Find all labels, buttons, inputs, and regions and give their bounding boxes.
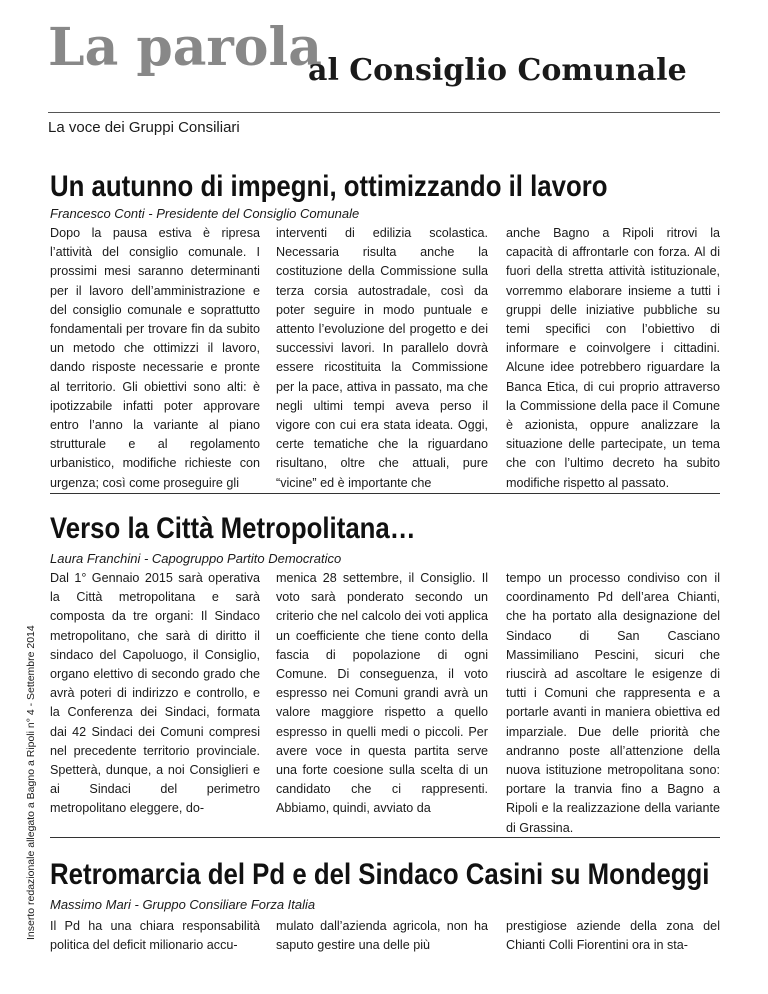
article-3-headline: Retromarcia del Pd e del Sindaco Casini su Mondeggi bbox=[50, 858, 710, 891]
side-note: Inserto redazionale allegato a Bagno a Ripoli n° 4 - Settembre 2014 bbox=[25, 625, 37, 940]
section-divider bbox=[50, 837, 720, 838]
article-1-author: Francesco Conti - Presidente del Consiglio Comunale bbox=[50, 206, 360, 221]
article-3-author: Massimo Mari - Gruppo Consiliare Forza Italia bbox=[50, 897, 316, 912]
article-1-column-1: Dopo la pausa estiva è ripresa l’attività del consiglio comunale. I prossimi mesi saranno determinanti per il lavoro dell’amministrazione e del consiglio comunale e soprattutto fondamentali per trovare fin da subito un metodo che ottimizzi il lavoro, dando risposte necessarie e pronte al territorio. Gli obiettivi sono alti: è ipotizzabile infatti poter approvare entro l’anno la variante al piano strutturale e al regolamento urbanistico, modifiche richieste con urgenza; così come proseguire gli bbox=[50, 226, 260, 490]
masthead-divider bbox=[48, 112, 720, 113]
article-3-column-2: mulato dall’azienda agricola, non ha saputo gestire una delle più bbox=[276, 919, 488, 953]
article-1-headline: Un autunno di impegni, ottimizzando il lavoro bbox=[50, 170, 608, 203]
article-2-author: Laura Franchini - Capogruppo Partito Democratico bbox=[50, 551, 342, 566]
article-2-column-1: Dal 1° Gennaio 2015 sarà operativa la Città metropolitana e sarà composta da tre organi: Il Sindaco metropolitano, che sarà di diritto il sindaco del Capoluogo, il Consiglio, organo elettivo di secondo grado che avrà poteri di indirizzo e controllo, e la Conferenza dei Sindaci, formata dai 42 Sindaci dei Comuni compresi nel precedente territorio provinciale. Spetterà, dunque, a noi Consiglieri e ai Sindaci del perimetro metropolitano eleggere, do- bbox=[50, 571, 260, 816]
article-1-column-2: interventi di edilizia scolastica. Necessaria risulta anche la costituzione della Commissione sulla terza corsia autostradale, così da poter seguire in modo puntuale e attento l’evoluzione del progetto e dei successivi lavori. In parallelo dovrà essere ricostituita la Commissione per la pace, attiva in passato, ma che negli ultimi tempi aveva perso il vigore con cui era stata ideata. Oggi, certe tematiche che la riguardano risultano, oltre che attuali, pure “vicine” ed è importante che bbox=[276, 226, 488, 490]
article-2-column-3: tempo un processo condiviso con il coordinamento Pd dell’area Chianti, che ha portato alla designazione del Sindaco di San Casciano Massimiliano Pescini, sicuri che riuscirà ad ascoltare le esigenze di tutti i Comuni che rappresenta e a portarle avanti in maniera obiettiva ed imparziale. Due delle priorità che andranno poste all’attenzione della nuova istituzione metropolitana sono: portare la tranvia fino a Bagno a Ripoli e la realizzazione della variante di Grassina. bbox=[506, 571, 720, 835]
article-3-column-3: prestigiose aziende della zona del Chianti Colli Fiorentini ora in sta- bbox=[506, 919, 720, 953]
article-2-column-2: menica 28 settembre, il Consiglio. Il voto sarà ponderato secondo un criterio che nel calcolo dei voti applica un coefficiente che tiene conto della fascia di popolazione di ogni Comune. Di conseguenza, il voto espresso nei Comuni grandi avrà un valore maggiore rispetto a quello espresso in quelli medi o piccoli. Per avere voce in questa partita serve una forte coesione sulla scelta di un candidato che ci rappresenti. Abbiamo, quindi, avviato da bbox=[276, 571, 488, 816]
masthead-title-main: La parola bbox=[48, 17, 322, 78]
article-3-column-1: Il Pd ha una chiara responsabilità politica del deficit milionario accu- bbox=[50, 919, 260, 953]
masthead-subtitle: La voce dei Gruppi Consiliari bbox=[48, 119, 240, 136]
article-1-column-3: anche Bagno a Ripoli ritrovi la capacità di affrontarle con forza. Al di fuori della stretta attività istituzionale, vorremmo elaborare insieme a tutti i gruppi delle iniziative pubbliche su temi specifici con l’obiettivo di informare e coinvolgere i cittadini. Alcune idee potrebbero riguardare la Banca Etica, di cui proprio attraverso la Commissione della pace il Comune è azionista, oppure analizzare la situazione delle partecipate, un tema che con l’ultimo decreto ha subito modifiche rispetto al passato. bbox=[506, 226, 720, 490]
section-divider bbox=[50, 493, 720, 494]
article-2-headline: Verso la Città Metropolitana… bbox=[50, 512, 416, 545]
masthead-title-rest: al Consiglio Comunale bbox=[308, 53, 687, 88]
